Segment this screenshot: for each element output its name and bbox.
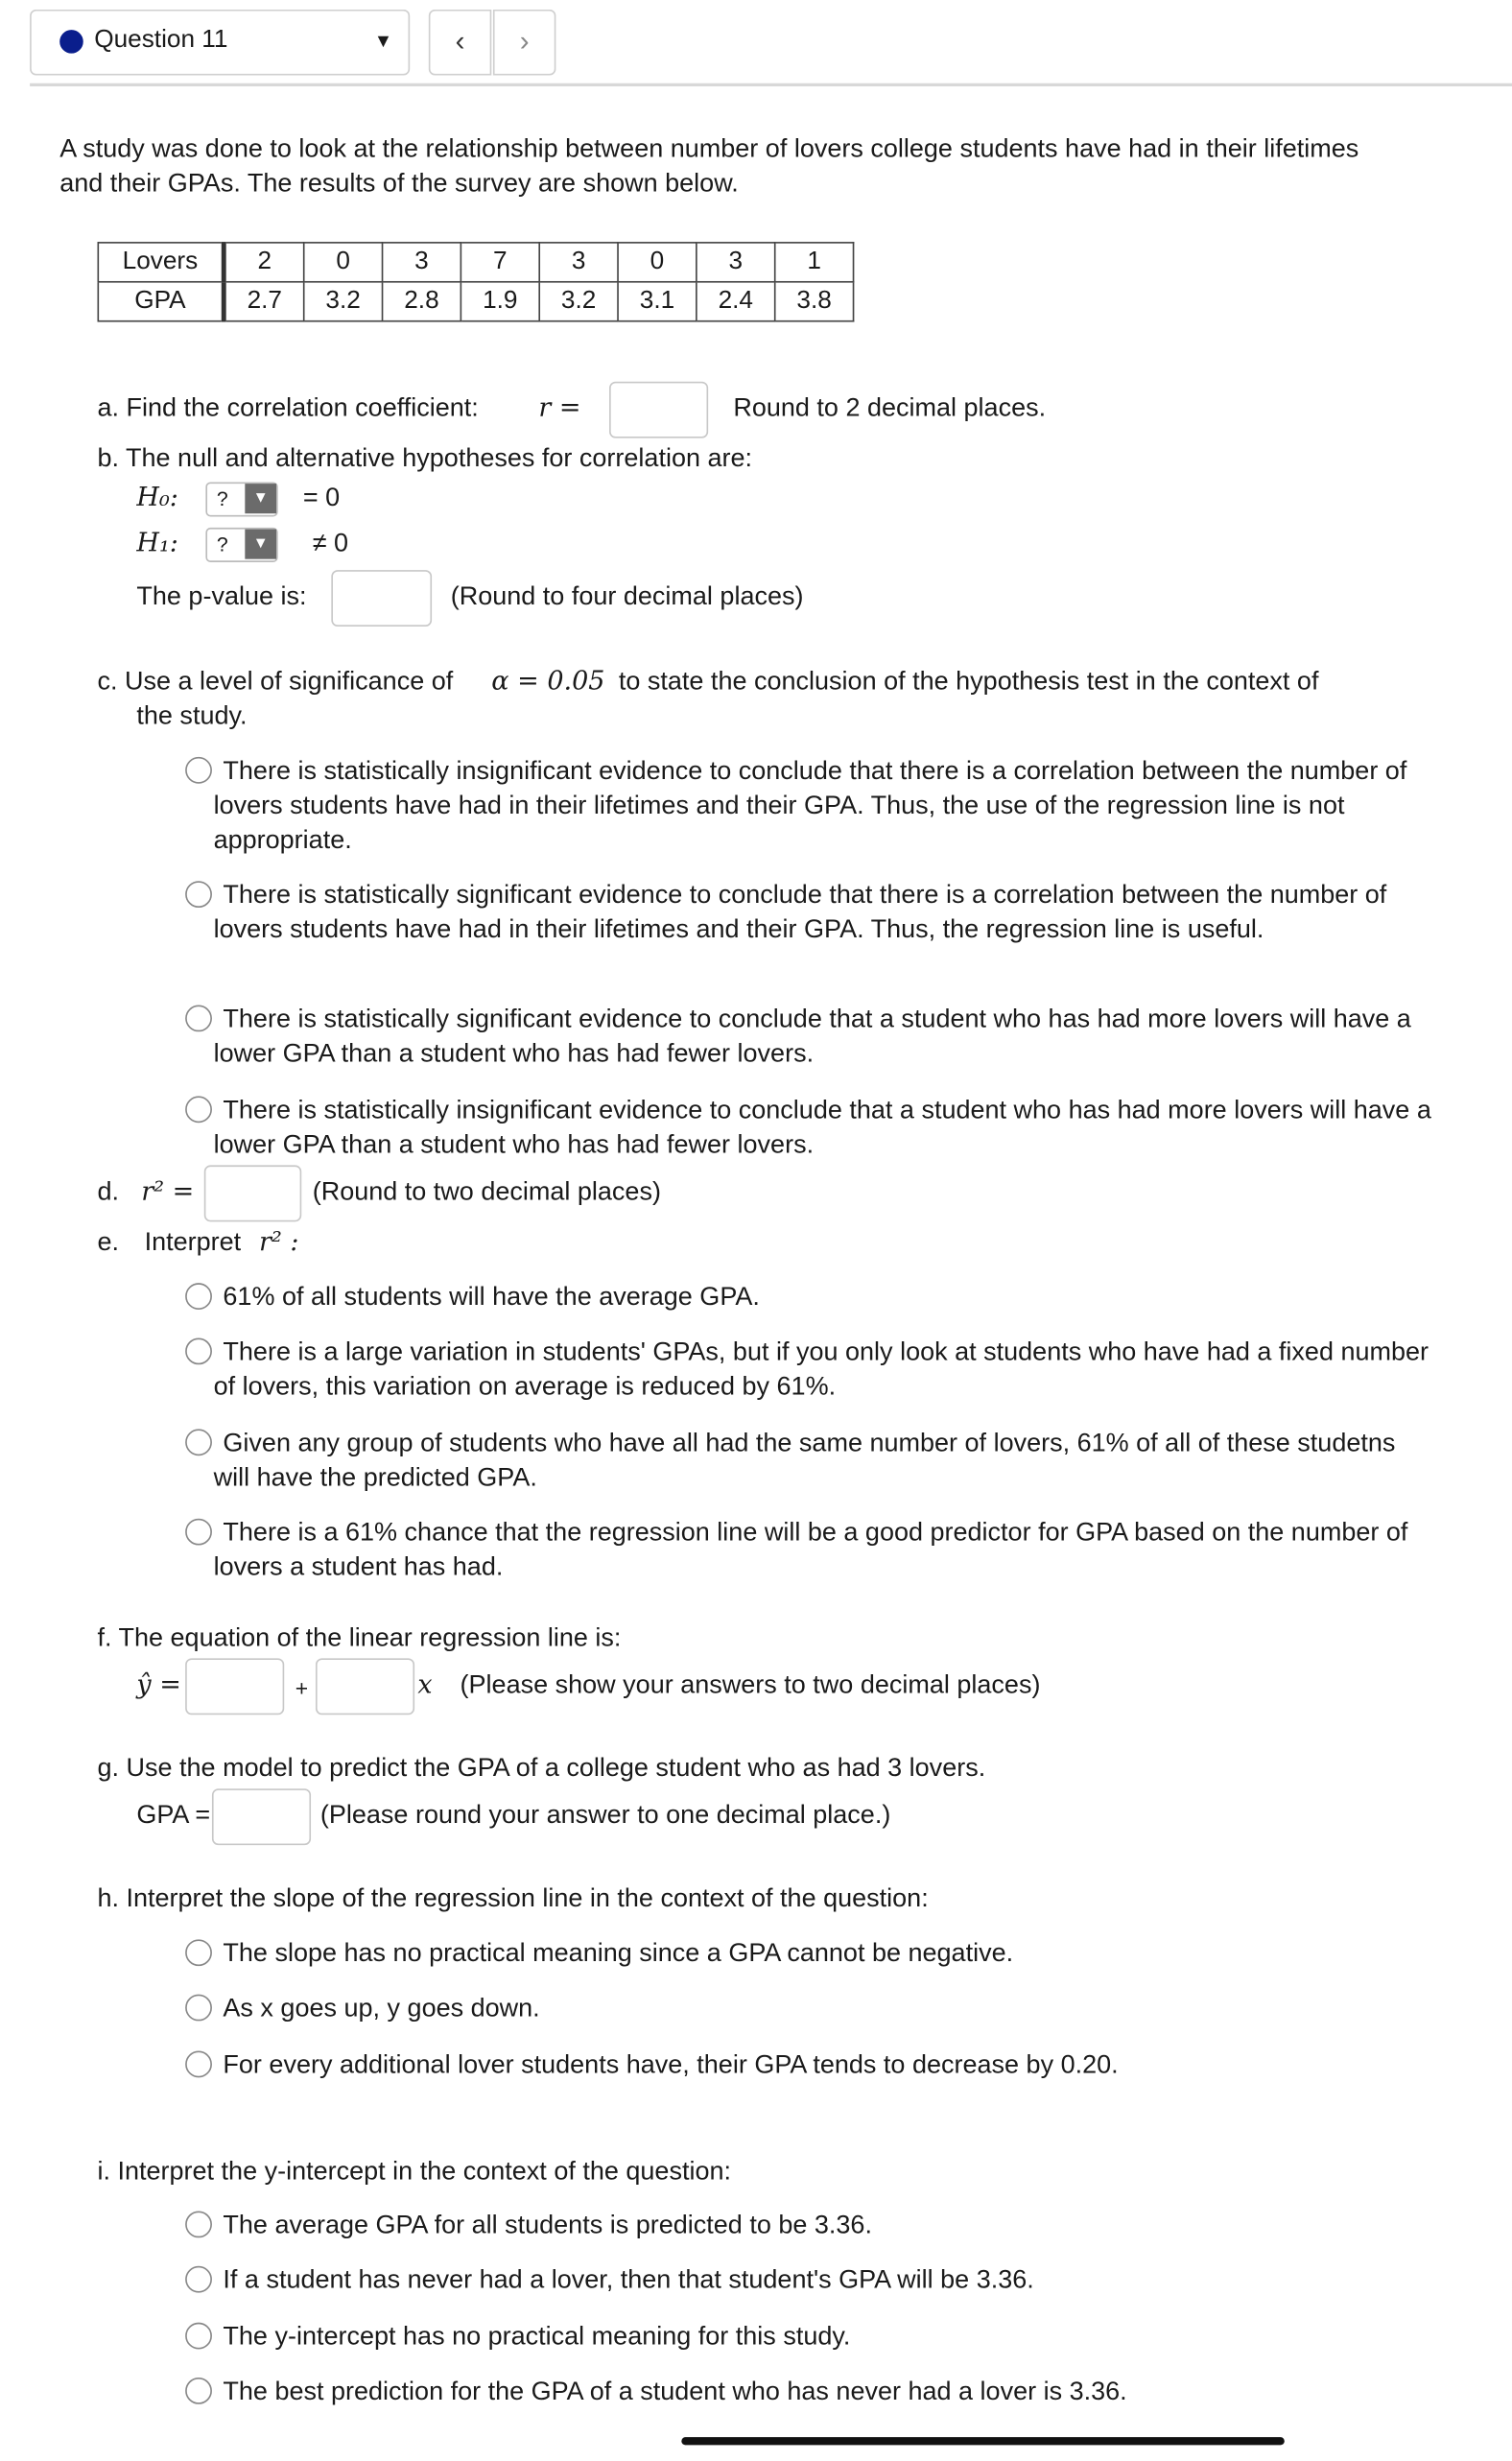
chevron-left-icon: ‹ [455,25,465,57]
caret-down-icon: ▼ [373,30,393,53]
part-d-hint: (Round to two decimal places) [312,1177,661,1206]
select-value: ? [216,532,228,556]
part-f-hint: (Please show your answers to two decimal places) [460,1670,1041,1699]
radio-button[interactable] [185,1283,212,1310]
part-i-prompt: i. Interpret the y-intercept in the context of the question: [97,2157,732,2187]
radio-button[interactable] [185,2211,212,2237]
table-cell: 2.8 [383,282,461,321]
table-cell: 0 [304,243,383,282]
radio-button[interactable] [185,881,212,908]
table-cell: 1.9 [461,282,539,321]
table-cell: 3 [383,243,461,282]
intercept-input[interactable] [185,1658,284,1715]
r-symbol: r = [538,392,581,423]
chevron-right-icon: › [519,25,530,57]
part-c-prompt-line2: the study. [136,701,248,731]
table-cell: 0 [618,243,697,282]
table-cell: 3 [539,243,618,282]
pvalue-label: The p-value is: [136,582,307,611]
table-cell: 2 [224,243,303,282]
table-cell: 3.8 [775,282,854,321]
radio-button[interactable] [185,2051,212,2078]
prev-question-button[interactable] [429,10,491,76]
option-i-1[interactable]: The average GPA for all students is predicted to be 3.36. [223,2211,872,2239]
table-cell: 7 [461,243,539,282]
radio-button[interactable] [185,1429,212,1455]
part-a-prompt: a. Find the correlation coefficient: [97,393,479,423]
y-hat-symbol: ŷ = [136,1668,181,1699]
question-intro: A study was done to look at the relationship between number of lovers college students have had in their lifetimes and their GPAs. The results of the survey are shown below. [59,134,1359,199]
radio-button[interactable] [185,1995,212,2022]
option-e-3[interactable]: Given any group of students who have all had the same number of lovers, 61% of all of these studetns will have the predicted GPA. [213,1429,1396,1492]
select-value: ? [216,486,228,510]
option-c-2[interactable]: There is statistically significant evidence to conclude that there is a correlation between the number of lovers students have had in their lifetimes and their GPA. Thus, the regression line is useful. [213,881,1387,944]
table-row [98,282,853,321]
table-cell: 1 [775,243,854,282]
gpa-prediction-input[interactable] [212,1788,311,1845]
table-cell: 3.2 [539,282,618,321]
option-h-3[interactable]: For every additional lover students have, their GPA tends to decrease by 0.20. [223,2050,1119,2079]
table-cell: 2.4 [697,282,775,321]
gpa-label: GPA = [136,1801,211,1830]
h1-relation: ≠ 0 [312,529,349,558]
option-e-1[interactable]: 61% of all students will have the average GPA. [223,1283,760,1312]
h1-label: H₁: [136,527,178,558]
home-indicator [681,2437,1284,2445]
status-dot-icon [59,30,83,54]
part-e-prompt: Interpret [144,1227,242,1257]
table-cell: 3.2 [304,282,383,321]
part-h-prompt: h. Interpret the slope of the regression line in the context of the question: [97,1884,929,1913]
radio-button[interactable] [185,1005,212,1031]
table-cell: 2.7 [224,282,303,321]
row-header-gpa: GPA [98,282,224,321]
h0-label: H₀: [136,482,178,512]
dropdown-arrow-icon: ▼ [245,484,276,513]
part-c-prompt-cont: to state the conclusion of the hypothesis test in the context of [618,667,1319,697]
pvalue-input[interactable] [331,570,432,627]
radio-button[interactable] [185,2378,212,2404]
pvalue-hint: (Round to four decimal places) [450,582,804,611]
h0-relation: = 0 [302,484,341,512]
option-c-4[interactable]: There is statistically insignificant evidence to conclude that a student who has had more lovers will have a lower GPA than a student who has had fewer lovers. [213,1096,1431,1159]
part-b-prompt: b. The null and alternative hypotheses for correlation are: [97,444,753,473]
option-h-1[interactable]: The slope has no practical meaning since a GPA cannot be negative. [223,1939,1014,1968]
part-e-label: e. [97,1227,120,1257]
part-c-prompt: c. Use a level of significance of [97,667,454,697]
table-cell: 3.1 [618,282,697,321]
slope-input[interactable] [316,1658,414,1715]
option-h-2[interactable]: As x goes up, y goes down. [223,1994,540,2023]
option-e-2[interactable]: There is a large variation in students' GPAs, but if you only look at students who have had a fixed number of lovers, this variation on average is reduced by 61%. [213,1337,1429,1401]
h1-select[interactable] [205,528,277,562]
radio-button[interactable] [185,1939,212,1966]
radio-button[interactable] [185,2266,212,2293]
row-header-lovers: Lovers [98,243,224,282]
r-squared-symbol: r² : [259,1226,299,1257]
option-c-1[interactable]: There is statistically insignificant evidence to conclude that there is a correlation between the number of lovers students have had in their lifetimes and their GPA. Thus, the use of the regression line is not appropriate. [213,756,1407,855]
data-table [97,242,854,321]
next-question-button[interactable] [493,10,555,76]
table-row [98,243,853,282]
alpha-value: α = 0.05 [491,665,605,697]
plus-sign: + [295,1675,309,1701]
radio-button[interactable] [185,2323,212,2350]
option-i-2[interactable]: If a student has never had a lover, then that student's GPA will be 3.36. [223,2265,1034,2295]
divider [30,83,1512,85]
option-i-4[interactable]: The best prediction for the GPA of a student who has never had a lover is 3.36. [223,2377,1127,2406]
r-squared-symbol: r² = [141,1175,195,1206]
question-label: Question 11 [94,26,228,54]
dropdown-arrow-icon: ▼ [245,530,276,559]
part-g-hint: (Please round your answer to one decimal place.) [319,1801,891,1830]
x-symbol: x [417,1668,433,1699]
option-i-3[interactable]: The y-intercept has no practical meaning for this study. [223,2322,851,2352]
r-squared-input[interactable] [204,1165,301,1221]
part-g-prompt: g. Use the model to predict the GPA of a college student who as had 3 lovers. [97,1754,986,1783]
part-d-label: d. [97,1177,120,1206]
option-e-4[interactable]: There is a 61% chance that the regression line will be a good predictor for GPA based on the number of lovers a student has had. [213,1518,1408,1582]
radio-button[interactable] [185,1096,212,1123]
correlation-input[interactable] [609,382,708,438]
radio-button[interactable] [185,757,212,784]
part-f-prompt: f. The equation of the linear regression line is: [97,1623,622,1652]
radio-button[interactable] [185,1519,212,1546]
question-selector[interactable] [30,10,410,76]
h0-select[interactable] [205,482,277,516]
part-a-hint: Round to 2 decimal places. [733,393,1047,423]
radio-button[interactable] [185,1337,212,1364]
table-cell: 3 [697,243,775,282]
option-c-3[interactable]: There is statistically significant evidence to conclude that a student who has had more lovers will have a lower GPA than a student who has had fewer lovers. [213,1005,1411,1068]
